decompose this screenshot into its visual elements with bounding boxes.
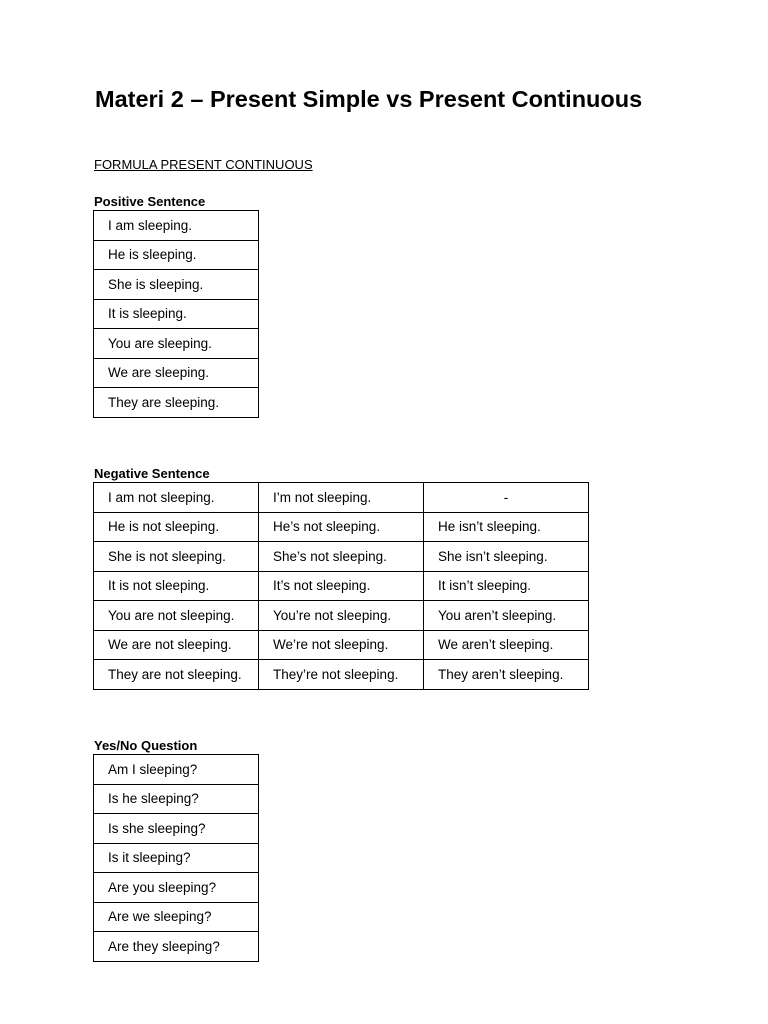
table-row (94, 542, 589, 572)
table-cell: You are not sleeping. (94, 601, 259, 631)
table-cell: - (424, 483, 589, 513)
table-cell: They aren’t sleeping. (424, 660, 589, 690)
table-row (94, 483, 589, 513)
table-cell: She isn’t sleeping. (424, 542, 589, 572)
table-cell: You’re not sleeping. (259, 601, 424, 631)
table-cell: I am not sleeping. (94, 483, 259, 513)
table-cell: Are they sleeping? (94, 932, 259, 962)
table-row (94, 755, 259, 785)
table-row (94, 211, 259, 241)
table-cell: You aren’t sleeping. (424, 601, 589, 631)
table-cell: I’m not sleeping. (259, 483, 424, 513)
table-cell: They are not sleeping. (94, 660, 259, 690)
table-row (94, 843, 259, 873)
negative-sentence-table (93, 482, 589, 690)
table-cell: It isn’t sleeping. (424, 571, 589, 601)
table-cell: Is he sleeping? (94, 784, 259, 814)
page-title: Materi 2 – Present Simple vs Present Continuous (95, 86, 643, 112)
table-cell: You are sleeping. (94, 329, 259, 359)
table-row (94, 814, 259, 844)
positive-sentence-label: Positive Sentence (94, 194, 206, 209)
table-cell: Are you sleeping? (94, 873, 259, 903)
table-row (94, 240, 259, 270)
table-row (94, 299, 259, 329)
table-cell: It’s not sleeping. (259, 571, 424, 601)
positive-sentence-table (93, 210, 259, 418)
table-row (94, 784, 259, 814)
table-cell: I am sleeping. (94, 211, 259, 241)
negative-sentence-label: Negative Sentence (94, 466, 210, 481)
table-cell: Is she sleeping? (94, 814, 259, 844)
table-cell: It is sleeping. (94, 299, 259, 329)
table-row (94, 571, 589, 601)
table-row (94, 630, 589, 660)
table-cell: It is not sleeping. (94, 571, 259, 601)
table-cell: He is sleeping. (94, 240, 259, 270)
table-row (94, 932, 259, 962)
table-cell: We’re not sleeping. (259, 630, 424, 660)
table-row (94, 388, 259, 418)
table-cell: They’re not sleeping. (259, 660, 424, 690)
table-cell: We aren’t sleeping. (424, 630, 589, 660)
table-row (94, 902, 259, 932)
table-row (94, 358, 259, 388)
table-cell: They are sleeping. (94, 388, 259, 418)
table-cell: We are not sleeping. (94, 630, 259, 660)
table-row (94, 660, 589, 690)
table-cell: She is not sleeping. (94, 542, 259, 572)
table-cell: He’s not sleeping. (259, 512, 424, 542)
formula-heading: FORMULA PRESENT CONTINUOUS (94, 157, 313, 172)
yes-no-question-table (93, 754, 259, 962)
yes-no-question-label: Yes/No Question (94, 738, 198, 753)
table-cell: She’s not sleeping. (259, 542, 424, 572)
table-cell: Is it sleeping? (94, 843, 259, 873)
table-cell: He is not sleeping. (94, 512, 259, 542)
table-row (94, 601, 589, 631)
table-cell: She is sleeping. (94, 270, 259, 300)
table-row (94, 512, 589, 542)
table-cell: Am I sleeping? (94, 755, 259, 785)
table-row (94, 329, 259, 359)
table-row (94, 873, 259, 903)
table-cell: We are sleeping. (94, 358, 259, 388)
table-cell: He isn’t sleeping. (424, 512, 589, 542)
table-row (94, 270, 259, 300)
table-cell: Are we sleeping? (94, 902, 259, 932)
